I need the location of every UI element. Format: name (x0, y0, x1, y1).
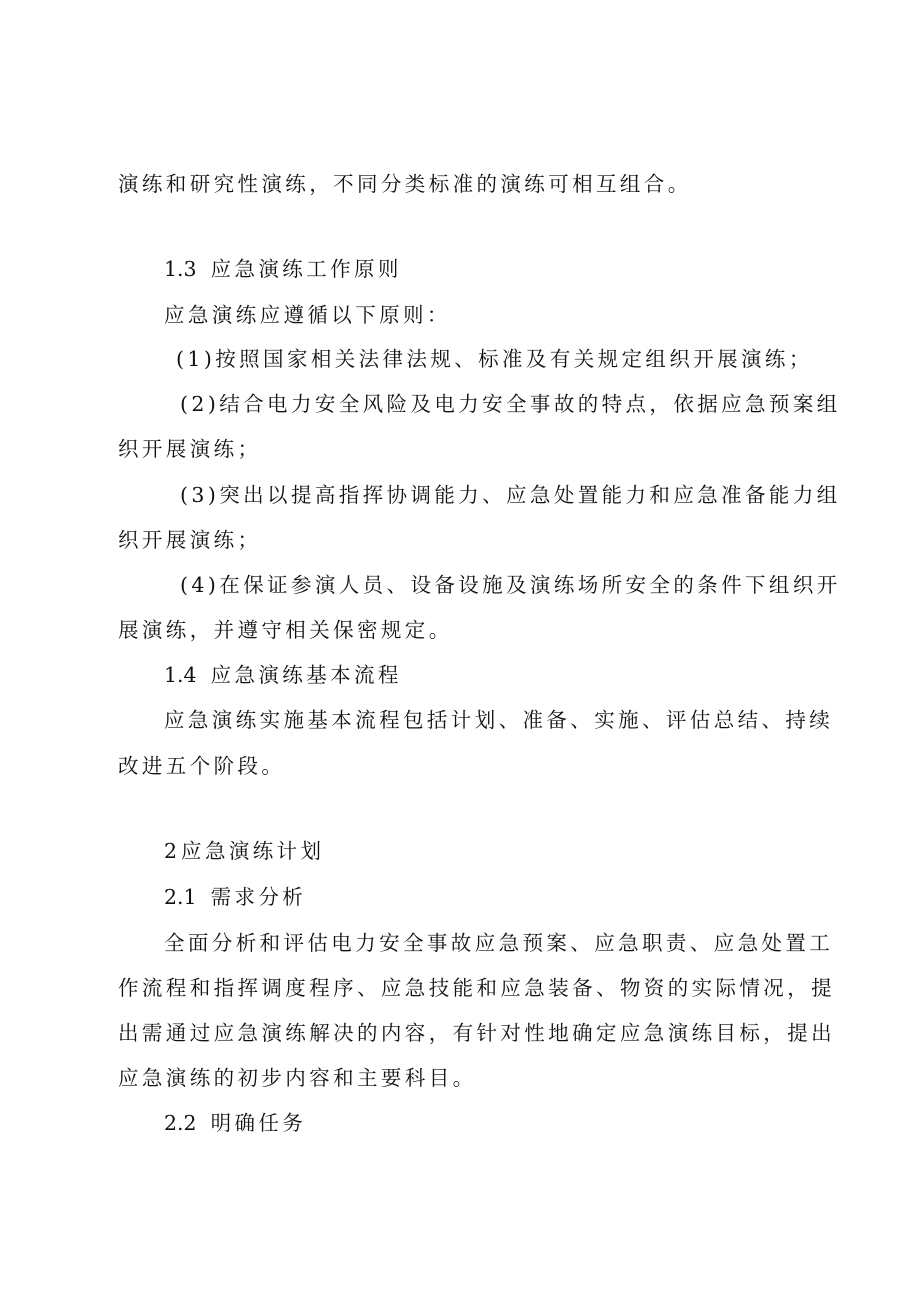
heading-title: 应急演练基本流程 (210, 663, 402, 687)
paragraph-line: 全面分析和评估电力安全事故应急预案、应急职责、应急处置工 (164, 931, 834, 955)
paragraph-line: 应急演练的初步内容和主要科目。 (118, 1066, 477, 1090)
list-item-3: (3)突出以提高指挥协调能力、应急处置能力和应急准备能力组 (180, 483, 841, 507)
section-heading-2 (164, 838, 864, 864)
heading-number: 2 (164, 839, 178, 863)
section-heading-2-2 (164, 1110, 864, 1136)
paragraph-line: 演练和研究性演练，不同分类标准的演练可相互组合。 (118, 172, 692, 196)
list-item-3-cont: 织开展演练； (118, 528, 262, 552)
section-heading-2-1 (164, 884, 864, 910)
heading-number: 1.3 (164, 257, 197, 281)
paragraph-line: 出需通过应急演练解决的内容，有针对性地确定应急演练目标，提出 (118, 1021, 835, 1045)
paragraph-line: 改进五个阶段。 (118, 754, 286, 778)
heading-number: 2.2 (164, 1111, 197, 1135)
heading-title: 应急演练工作原则 (210, 257, 402, 281)
heading-number: 1.4 (164, 663, 197, 687)
heading-title: 需求分析 (210, 885, 307, 909)
section-heading-1-4 (164, 662, 864, 688)
section-heading-1-3 (164, 256, 864, 282)
heading-title: 应急演练计划 (181, 839, 325, 863)
paragraph-line: 作流程和指挥调度程序、应急技能和应急装备、物资的实际情况，提 (118, 976, 835, 1000)
paragraph-line: 应急演练实施基本流程包括计划、准备、实施、评估总结、持续 (164, 708, 834, 732)
list-item-4: (4)在保证参演人员、设备设施及演练场所安全的条件下组织开 (180, 573, 841, 597)
paragraph-line: 应急演练应遵循以下原则： (164, 303, 451, 327)
list-item-4-cont: 展演练，并遵守相关保密规定。 (118, 618, 453, 642)
list-item-2: (2)结合电力安全风险及电力安全事故的特点，依据应急预案组 (180, 392, 841, 416)
heading-title: 明确任务 (210, 1111, 307, 1135)
list-item-2-cont: 织开展演练； (118, 437, 262, 461)
list-item-1: (1)按照国家相关法律法规、标准及有关规定组织开展演练； (176, 347, 813, 371)
heading-number: 2.1 (164, 885, 197, 909)
